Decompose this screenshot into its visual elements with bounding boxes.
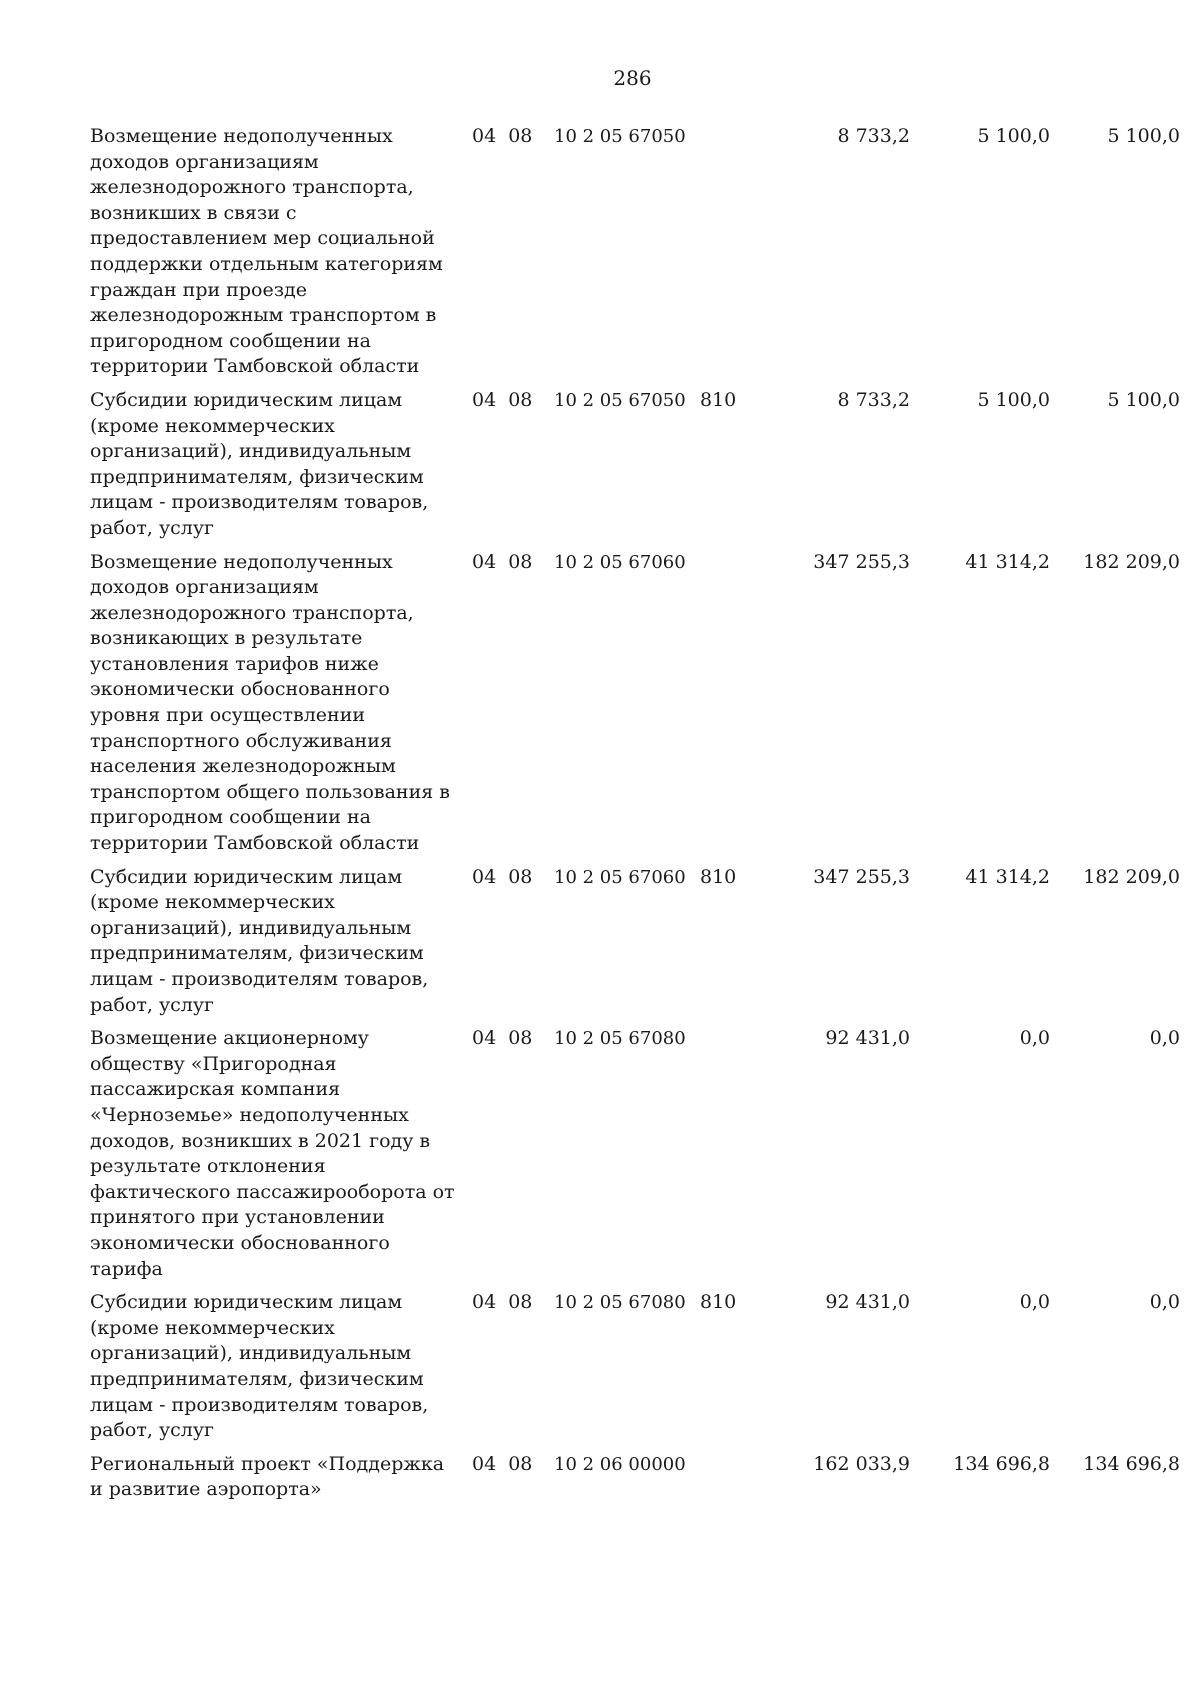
row-section: 04 08 — [472, 125, 533, 147]
table-row — [90, 388, 1180, 550]
row-value-3: 0,0 — [1149, 1291, 1180, 1314]
row-code: 10 2 06 00000 — [554, 1453, 686, 1475]
table-row — [90, 1290, 1180, 1452]
row-name: Возмещение акционерному обществу «Пригородная пассажирская компания «Черноземье» недополученных доходов, возникших в 2021 году в результате отклонения фактического пассажирооборота от принятого при установлении экономически обоснованного тарифа — [90, 1027, 455, 1280]
row-name: Субсидии юридическим лицам (кроме некоммерческих организаций), индивидуальным предпринимателям, физическим лицам - производителям товаров, работ, услуг — [90, 388, 429, 539]
row-value-2: 41 314,2 — [965, 550, 1050, 573]
table-row — [90, 865, 1180, 1027]
row-code: 10 2 05 67060 — [554, 866, 686, 888]
row-value-3: 182 209,0 — [1083, 865, 1180, 888]
row-value-3: 5 100,0 — [1107, 388, 1180, 411]
table-row — [90, 550, 1180, 865]
row-value-3: 0,0 — [1149, 1027, 1180, 1050]
row-code: 10 2 05 67050 — [554, 389, 686, 411]
row-value-1: 92 431,0 — [825, 1027, 910, 1050]
row-code: 10 2 05 67060 — [554, 551, 686, 573]
row-name: Возмещение недополученных доходов организациям железнодорожного транспорта, возникших в связи с предоставлением мер социальной поддержки отдельным категориям граждан при проезде железнодорожным транспортом в пригородном сообщении на территории Тамбовской области — [90, 125, 443, 378]
row-value-2: 5 100,0 — [977, 388, 1050, 411]
row-value-1: 162 033,9 — [813, 1452, 910, 1475]
row-section: 04 08 — [472, 550, 533, 573]
row-value-1: 92 431,0 — [825, 1291, 910, 1314]
row-expense-type: 810 — [700, 388, 737, 411]
row-section: 04 08 — [472, 865, 533, 888]
row-value-2: 134 696,8 — [953, 1452, 1050, 1475]
table-row — [90, 1452, 1180, 1511]
row-section: 04 08 — [472, 1027, 533, 1050]
row-section: 04 08 — [472, 388, 533, 411]
row-value-2: 5 100,0 — [977, 125, 1050, 147]
table-row — [90, 124, 1180, 388]
row-value-3: 5 100,0 — [1107, 125, 1180, 147]
row-name: Региональный проект «Поддержка и развитие аэропорта» — [90, 1452, 445, 1501]
row-expense-type: 810 — [700, 865, 737, 888]
row-expense-type: 810 — [700, 1291, 737, 1314]
row-expense-type — [700, 1026, 770, 1290]
row-value-2: 0,0 — [1019, 1027, 1050, 1050]
row-section: 04 08 — [472, 1452, 533, 1475]
row-value-3: 182 209,0 — [1083, 550, 1180, 573]
row-name: Субсидии юридическим лицам (кроме некоммерческих организаций), индивидуальным предпринимателям, физическим лицам - производителям товаров, работ, услуг — [90, 1291, 429, 1442]
page-number: 286 — [613, 66, 652, 90]
row-expense-type — [700, 124, 770, 388]
row-value-2: 0,0 — [1019, 1291, 1050, 1314]
budget-table — [90, 124, 1180, 1511]
row-code: 10 2 05 67080 — [554, 1028, 686, 1050]
row-value-3: 134 696,8 — [1083, 1452, 1180, 1475]
row-name: Возмещение недополученных доходов организациям железнодорожного транспорта, возникающих в результате установления тарифов ниже экономически обоснованного уровня при осуществлении транспортного обслуживания населения железнодорожным транспортом общего пользования в пригородном сообщении на территории Тамбовской области — [90, 550, 450, 855]
row-expense-type — [700, 1452, 770, 1511]
row-code: 10 2 05 67050 — [554, 126, 686, 147]
table-row — [90, 1026, 1180, 1290]
row-name: Субсидии юридическим лицам (кроме некоммерческих организаций), индивидуальным предпринимателям, физическим лицам - производителям товаров, работ, услуг — [90, 865, 429, 1016]
row-value-1: 347 255,3 — [813, 550, 910, 573]
row-expense-type — [700, 550, 770, 865]
row-code: 10 2 05 67080 — [554, 1292, 686, 1314]
row-value-1: 8 733,2 — [837, 125, 910, 147]
row-section: 04 08 — [472, 1291, 533, 1314]
row-value-1: 347 255,3 — [813, 865, 910, 888]
row-value-2: 41 314,2 — [965, 865, 1050, 888]
row-value-1: 8 733,2 — [837, 388, 910, 411]
